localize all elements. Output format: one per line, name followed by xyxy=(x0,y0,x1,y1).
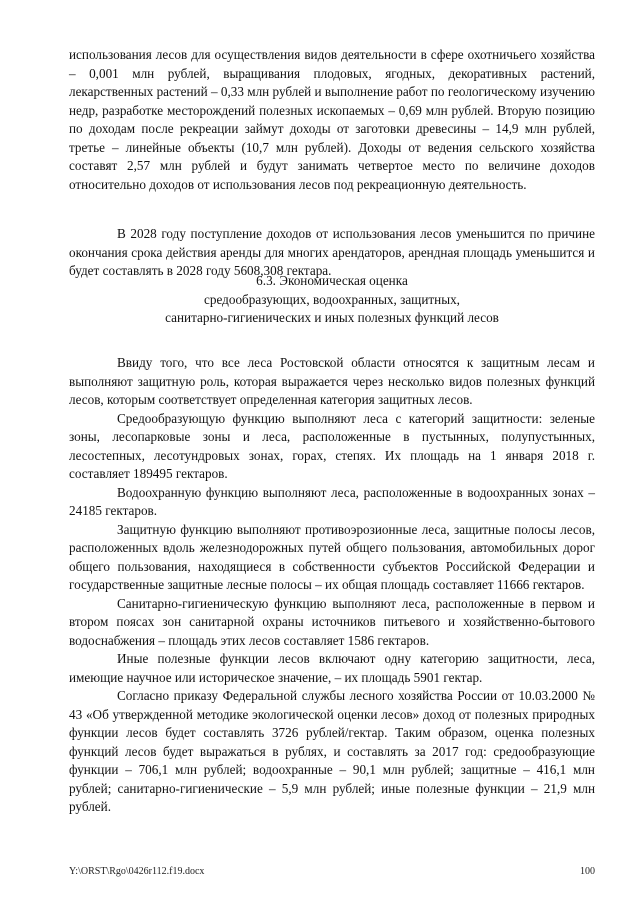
section-heading xyxy=(69,272,595,328)
intro-text xyxy=(69,46,595,194)
page-number: 100 xyxy=(580,866,595,877)
paragraph: В 2028 году поступление доходов от использования лесов уменьшится по причине окончания срока действия аренды для многих арендаторов, арендная площадь уменьшится и будет составлять в 2028 году 5608,308 гектара. xyxy=(69,226,595,278)
paragraph: использования лесов для осуществления видов деятельности в сфере охотничьего хозяйства – 0,001 млн рублей, выращивания плодовых, ягодных, декоративных растений, лекарственных растений – 0,33 млн рублей и выполнение работ по геологическому изучению недр, разработке месторождений полезных ископаемых – 0,69 млн рублей. Вторую позицию по доходам после рекреации займут доходы от заготовки древесины – 14,9 млн рублей, третье – линейные объекты (10,7 млн рублей). Доходы от ведения сельского хозяйства составят 2,57 млн рублей и будут занимать четвертое место по величине доходов относительно доходов от использования лесов под рекреационную деятельность. xyxy=(69,47,595,192)
paragraph: Водоохранную функцию выполняют леса, расположенные в водоохранных зонах – 24185 гектаров. xyxy=(69,484,595,518)
section-body xyxy=(69,354,595,817)
paragraph: Санитарно-гигиеническую функцию выполняют леса, расположенные в первом и втором поясах зон санитарной охраны источников питьевого и хозяйственно-бытового водоснабжения – площадь этих лесов составляет 1586 гектаров. xyxy=(69,595,595,648)
paragraph: Средообразующую функцию выполняют леса с категорий защитности: зеленые зоны, лесопарковые зоны и леса, расположенные в пустынных, полупустынных, лесостепных, лесотундровых зонах, горах, степях. Их площадь на 1 января 2018 г. составляет 189495 гектаров. xyxy=(69,410,595,481)
section-heading-line: санитарно-гигиенических и иных полезных функций лесов xyxy=(165,310,499,325)
section-heading-line: средообразующих, водоохранных, защитных, xyxy=(204,291,460,307)
paragraph: Иные полезные функции лесов включают одну категорию защитности, леса, имеющие научное или историческое значение, – их площадь 5901 гектар. xyxy=(69,651,595,685)
file-path: Y:\ORST\Rgo\0426r112.f19.docx xyxy=(69,866,205,877)
section-heading-line: 6.3. Экономическая оценка xyxy=(256,273,408,288)
paragraph: Защитную функцию выполняют противоэрозионные леса, защитные полосы лесов, расположенных вдоль железнодорожных путей общего пользования, автомобильных дорог общего пользования, находящиеся в собственности субъектов Российской Федерации и государственные защитные лесные полосы – их общая площадь составляет 11666 гектаров. xyxy=(69,521,595,592)
paragraph: Ввиду того, что все леса Ростовской области относятся к защитным лесам и выполняют защитную роль, которая выражается через несколько видов полезных функций лесов, которым соответствует определенная категория защитных лесов. xyxy=(69,355,595,407)
paragraph: Согласно приказу Федеральной службы лесного хозяйства России от 10.03.2000 № 43 «Об утвержденной методике экологической оценки лесов» доход от полезных природных функции лесов будет составлять 3726 рублей/гектар. Таким образом, оценка полезных функций лесов будет выражаться в рублях, и составлять за 2017 год: средообразующие функции – 706,1 млн рублей; водоохранные – 90,1 млн рублей; защитные – 416,1 млн рублей; санитарно-гигиенические – 5,9 млн рублей; иные полезные функции – 21,9 млн рублей. xyxy=(69,688,595,814)
